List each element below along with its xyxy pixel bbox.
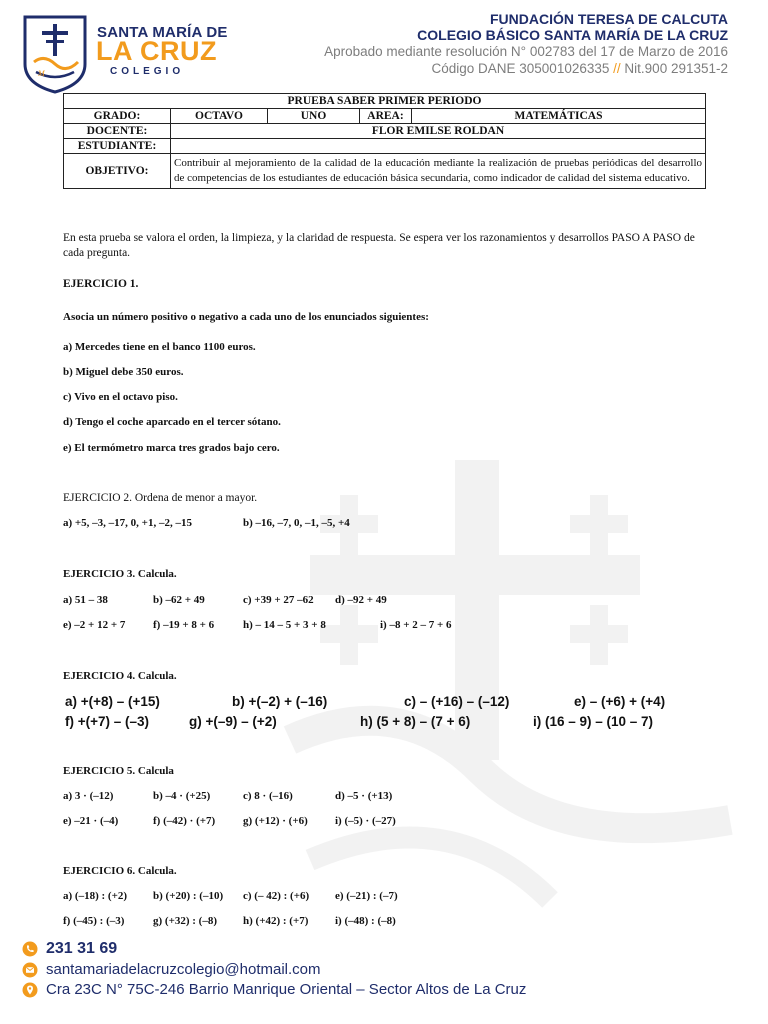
- estudiante-field[interactable]: [171, 139, 706, 154]
- logo-text-line3: COLEGIO: [110, 66, 185, 77]
- foundation-name: FUNDACIÓN TERESA DE CALCUTA: [490, 11, 728, 27]
- docente-label: DOCENTE:: [64, 124, 171, 139]
- ex1-item: a) Mercedes tiene en el banco 1100 euros.: [63, 341, 256, 353]
- ex3-row-2: [63, 619, 713, 634]
- ex2-row: [63, 517, 713, 532]
- ex3-item: a) 51 – 38: [63, 594, 108, 606]
- logo-text-line2: LA CRUZ: [96, 36, 217, 66]
- phone-icon: [22, 941, 38, 957]
- ex6-row-1: [63, 890, 713, 905]
- estudiante-label: ESTUDIANTE:: [64, 139, 171, 154]
- ex4-item: b) +(–2) + (–16): [232, 694, 328, 709]
- ex1-instruction: Asocia un número positivo o negativo a cada uno de los enunciados siguientes:: [63, 311, 429, 323]
- header-institution-info: [324, 11, 728, 77]
- ex1-item: d) Tengo el coche aparcado en el tercer sótano.: [63, 416, 281, 428]
- svg-text:M: M: [38, 69, 45, 78]
- ex4-row-1: [63, 694, 713, 711]
- ex2-title: EJERCICIO 2. Ordena de menor a mayor.: [63, 492, 258, 504]
- ex4-item: h) (5 + 8) – (7 + 6): [360, 714, 471, 729]
- ex2-item-b: b) –16, –7, 0, –1, –5, +4: [243, 517, 350, 529]
- ex5-title: EJERCICIO 5. Calcula: [63, 765, 174, 777]
- ex4-item: e) – (+6) + (+4): [574, 694, 666, 709]
- ex1-item: b) Miguel debe 350 euros.: [63, 366, 184, 378]
- ex3-item: c) +39 + 27 –62: [243, 594, 314, 606]
- dane-nit-line: [324, 60, 728, 77]
- location-icon: [22, 982, 38, 998]
- address-text: Cra 23C N° 75C-246 Barrio Manrique Oriental – Sector Altos de La Cruz: [46, 981, 527, 998]
- objetivo-text: Contribuir al mejoramiento de la calidad de la educación mediante la realización de pruebas periódicas del desarrollo de competencias de los estudiantes de educación básica secundaria, como indicador de calidad del sistema educativo.: [171, 154, 706, 189]
- exam-info-table: [63, 93, 706, 189]
- ex3-title: EJERCICIO 3. Calcula.: [63, 568, 177, 580]
- ex3-item: i) –8 + 2 – 7 + 6: [380, 619, 452, 631]
- period-value: UNO: [268, 109, 360, 124]
- ex5-item: b) –4 · (+25): [153, 790, 211, 802]
- ex3-item: e) –2 + 12 + 7: [63, 619, 126, 631]
- phone-number: 231 31 69: [46, 940, 118, 957]
- ex4-item: g) +(–9) – (+2): [189, 714, 277, 729]
- ex6-item: g) (+32) : (–8): [153, 915, 217, 927]
- ex4-item: a) +(+8) – (+15): [65, 694, 160, 709]
- ex3-row-1: [63, 594, 713, 609]
- ex4-title: EJERCICIO 4. Calcula.: [63, 670, 177, 682]
- objetivo-label: OBJETIVO:: [64, 154, 171, 189]
- grado-label: GRADO:: [64, 109, 171, 124]
- intro-paragraph: En esta prueba se valora el orden, la limpieza, y la claridad de respuesta. Se espera ver los razonamientos y desarrollos PASO A PASO de cada pregunta.: [63, 232, 695, 259]
- ex5-row-2: [63, 815, 713, 830]
- ex6-item: h) (+42) : (+7): [243, 915, 309, 927]
- footer-address: [22, 981, 526, 998]
- ex4-item: f) +(+7) – (–3): [65, 714, 150, 729]
- area-value: MATEMÁTICAS: [412, 109, 706, 124]
- exam-title: PRUEBA SABER PRIMER PERIODO: [64, 94, 706, 109]
- ex2-item-a: a) +5, –3, –17, 0, +1, –2, –15: [63, 517, 192, 529]
- separator: //: [613, 61, 621, 76]
- ex1-item: e) El termómetro marca tres grados bajo cero.: [63, 442, 280, 454]
- ex4-row-2: [63, 714, 713, 731]
- logo-shield-icon: [22, 14, 88, 94]
- grado-value: OCTAVO: [171, 109, 268, 124]
- ex4-item: i) (16 – 9) – (10 – 7): [533, 714, 654, 729]
- footer-phone: [22, 940, 117, 958]
- docente-value: FLOR EMILSE ROLDAN: [171, 124, 706, 139]
- ex6-item: f) (–45) : (–3): [63, 915, 125, 927]
- ex3-item: f) –19 + 8 + 6: [153, 619, 215, 631]
- school-name: COLEGIO BÁSICO SANTA MARÍA DE LA CRUZ: [417, 27, 728, 43]
- ex6-item: b) (+20) : (–10): [153, 890, 224, 902]
- ex5-item: e) –21 · (–4): [63, 815, 119, 827]
- ex4-item: c) – (+16) – (–12): [404, 694, 510, 709]
- ex5-item: f) (–42) · (+7): [153, 815, 216, 827]
- ex6-item: i) (–48) : (–8): [335, 915, 396, 927]
- resolution-text: Aprobado mediante resolución N° 002783 del 17 de Marzo de 2016: [324, 44, 728, 59]
- ex6-title: EJERCICIO 6. Calcula.: [63, 865, 177, 877]
- ex6-item: e) (–21) : (–7): [335, 890, 398, 902]
- ex5-item: g) (+12) · (+6): [243, 815, 308, 827]
- ex3-item: h) – 14 – 5 + 3 + 8: [243, 619, 326, 631]
- ex5-item: a) 3 · (–12): [63, 790, 114, 802]
- email-icon: [22, 962, 38, 978]
- ex3-item: d) –92 + 49: [335, 594, 387, 606]
- area-label: AREA:: [360, 109, 412, 124]
- ex6-row-2: [63, 915, 713, 930]
- ex5-item: d) –5 · (+13): [335, 790, 393, 802]
- ex5-item: c) 8 · (–16): [243, 790, 293, 802]
- ex6-item: c) (– 42) : (+6): [243, 890, 310, 902]
- email-address[interactable]: santamariadelacruzcolegio@hotmail.com: [46, 961, 321, 978]
- ex1-title: EJERCICIO 1.: [63, 278, 139, 290]
- ex6-item: a) (–18) : (+2): [63, 890, 127, 902]
- ex1-item: c) Vivo en el octavo piso.: [63, 391, 178, 403]
- ex5-row-1: [63, 790, 713, 805]
- nit-code: Nit.900 291351-2: [624, 61, 728, 76]
- dane-code: Código DANE 305001026335: [431, 61, 610, 76]
- ex3-item: b) –62 + 49: [153, 594, 205, 606]
- logo-text-line1: SANTA MARÍA DE: [97, 24, 228, 41]
- ex5-item: i) (–5) · (–27): [335, 815, 396, 827]
- footer-email: [22, 961, 321, 978]
